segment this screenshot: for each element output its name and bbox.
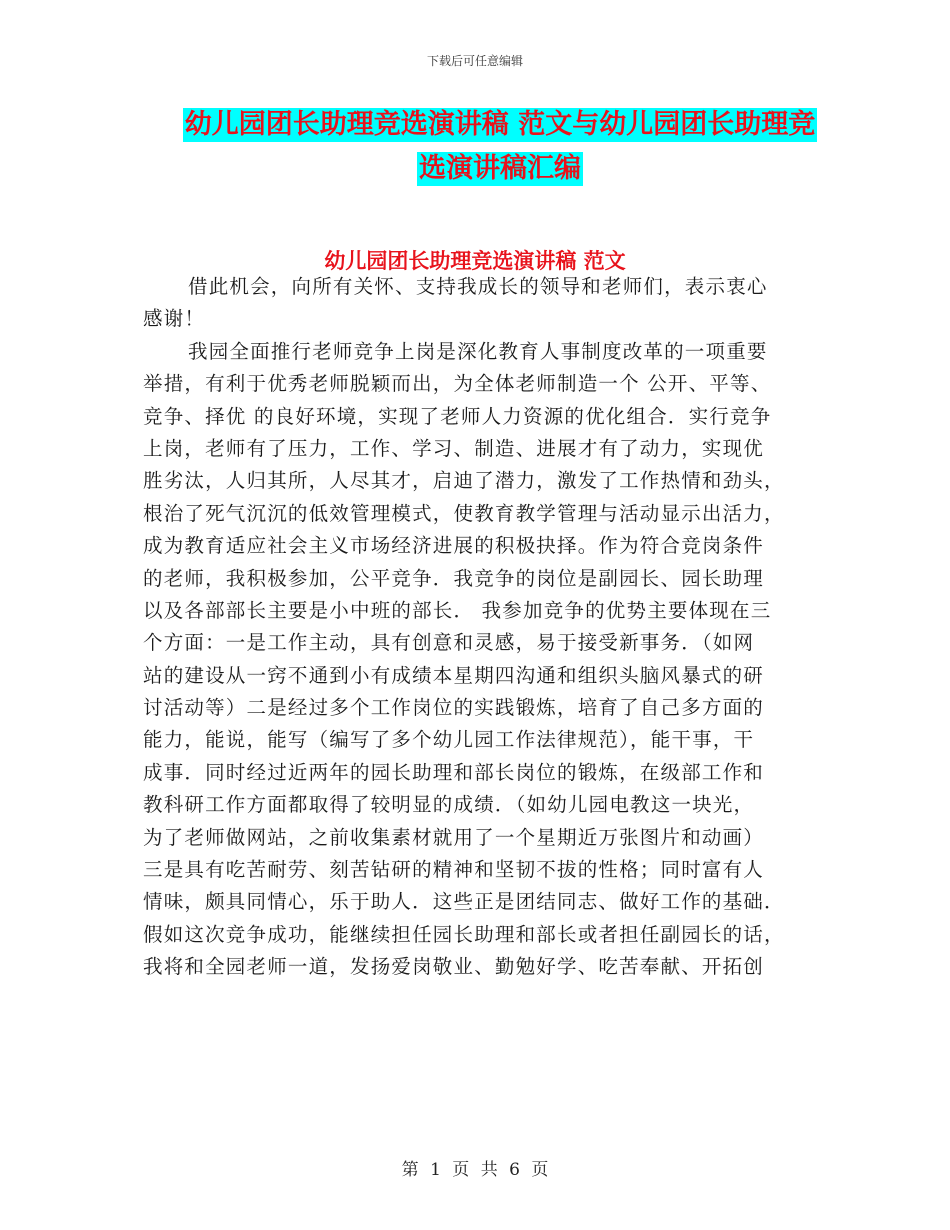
body-line: 竞争、择优 的良好环境，实现了老师人力资源的优化组合．实行竞争 xyxy=(143,404,772,428)
body-line: 成事．同时经过近两年的园长助理和部长岗位的锻炼，在级部工作和 xyxy=(143,760,765,784)
body-line: 假如这次竞争成功，能继续担任园长助理和部长或者担任副园长的话， xyxy=(143,922,785,946)
body-line: 以及各部部长主要是小中班的部长． 我参加竞争的优势主要体现在三 xyxy=(143,598,772,622)
body-line: 借此机会，向所有关怀、支持我成长的领导和老师们，表示衷心 xyxy=(188,275,768,298)
body-line: 能力，能说，能写（编写了多个幼儿园工作法律规范），能干事，干 xyxy=(143,728,755,752)
page-header: 下载后可任意编辑 xyxy=(426,54,523,68)
body-line: 举措，有利于优秀老师脱颖而出，为全体老师制造一个 公开、平等、 xyxy=(143,372,772,396)
body-line: 我将和全园老师一道，发扬爱岗敬业、勤勉好学、吃苦奉献、开拓创 xyxy=(143,955,765,979)
title-line-2: 选演讲稿汇编 xyxy=(419,153,581,184)
body-line: 为了老师做网站，之前收集素材就用了一个星期近万张图片和动画） xyxy=(143,825,765,849)
body-line: 根治了死气沉沉的低效管理模式，使教育教学管理与活动显示出活力， xyxy=(143,501,785,525)
body-line: 的老师，我积极参加，公平竞争．我竞争的岗位是副园长、园长助理 xyxy=(143,566,765,590)
body-text xyxy=(143,271,803,984)
body-line: 我园全面推行老师竞争上岗是深化教育人事制度改革的一项重要 xyxy=(188,339,768,363)
body-line: 成为教育适应社会主义市场经济进展的积极抉择。作为符合竞岗条件 xyxy=(143,534,765,558)
body-line: 情味，颇具同情心，乐于助人．这些正是团结同志、做好工作的基础． xyxy=(143,890,785,914)
body-line: 三是具有吃苦耐劳、刻苦钻研的精神和坚韧不拔的性格；同时富有人 xyxy=(143,858,765,882)
body-line: 教科研工作方面都取得了较明显的成绩．（如幼儿园电教这一块光， xyxy=(143,793,755,817)
body-line: 胜劣汰，人归其所，人尽其才，启迪了潜力，激发了工作热情和劲头， xyxy=(143,469,785,493)
body-line: 个方面：一是工作主动，具有创意和灵感，易于接受新事务．（如网 xyxy=(143,631,755,655)
title-line-1: 幼儿园团长助理竞选演讲稿 范文与幼儿园团长助理竞 xyxy=(184,109,816,140)
page-number-footer: 第 1 页 共 6 页 xyxy=(401,1160,549,1180)
document-title xyxy=(150,108,850,186)
section-subtitle: 幼儿园团长助理竞选演讲稿 范文 xyxy=(324,248,626,273)
body-line: 上岗，老师有了压力，工作、学习、制造、进展才有了动力，实现优 xyxy=(143,436,765,460)
body-line: 站的建设从一窍不通到小有成绩本星期四沟通和组织头脑风暴式的研 xyxy=(143,663,765,687)
body-line: 感谢！ xyxy=(143,307,206,331)
body-line: 讨活动等）二是经过多个工作岗位的实践锻炼，培育了自己多方面的 xyxy=(143,696,765,720)
